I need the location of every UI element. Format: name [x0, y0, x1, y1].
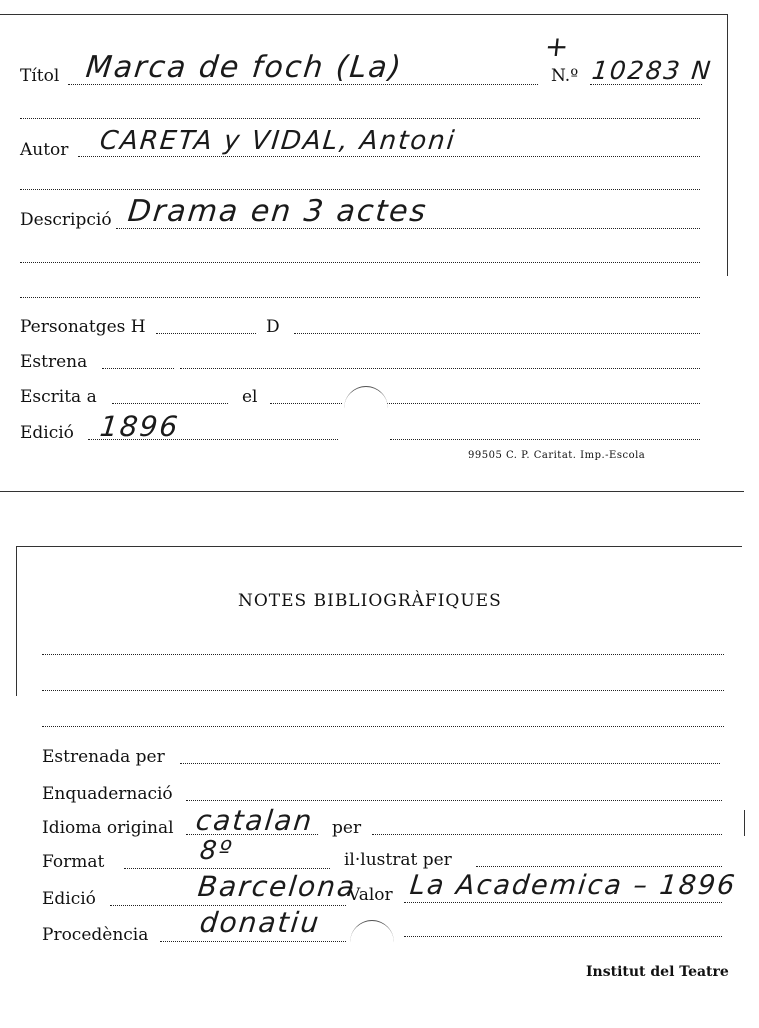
idioma-value: catalan: [194, 804, 316, 837]
enquadernacio-line: [186, 800, 722, 801]
punch-hole: [350, 920, 394, 965]
edicio-value: Barcelona: [196, 870, 359, 903]
card-top-border: [0, 14, 728, 15]
titol-label: Títol: [20, 66, 60, 86]
escrita-label: Escrita a: [20, 387, 97, 407]
num-line: [590, 84, 702, 85]
personatges-d-line: [294, 333, 700, 334]
per-label: per: [332, 818, 362, 838]
notes-heading: NOTES BIBLIOGRÀFIQUES: [238, 591, 502, 611]
blank-line: [42, 690, 724, 691]
autor-value: CARETA y VIDAL, Antoni: [98, 126, 458, 156]
valor-line: [404, 902, 722, 903]
valor-value: La Academica – 1896: [408, 870, 738, 901]
estrenada-line: [180, 763, 720, 764]
format-line: [124, 868, 330, 869]
idioma-per-line: [372, 834, 722, 835]
estrena-line-a: [102, 368, 174, 369]
el-label: el: [242, 387, 258, 407]
edicio-label: Edició: [42, 889, 96, 909]
blank-line: [20, 262, 700, 263]
idioma-line: [186, 834, 318, 835]
printer-imprint: 99505 C. P. Caritat. Imp.-Escola: [468, 450, 646, 461]
personatges-d-label: D: [266, 317, 280, 337]
card-right-border: [727, 14, 728, 276]
institut-stamp: Institut del Teatre: [586, 964, 729, 980]
format-value: 8º: [198, 836, 235, 866]
procedencia-line-b: [404, 936, 722, 937]
punch-hole: [344, 386, 388, 431]
autor-label: Autor: [20, 140, 69, 160]
edicio-value: 1896: [98, 410, 181, 443]
illustrat-line: [476, 866, 722, 867]
procedencia-line: [160, 941, 346, 942]
edicio-line-b: [390, 439, 700, 440]
procedencia-label: Procedència: [42, 925, 149, 945]
edicio-line: [88, 439, 338, 440]
blank-line: [20, 118, 700, 119]
enquadernacio-label: Enquadernació: [42, 784, 173, 804]
estrenada-label: Estrenada per: [42, 747, 165, 767]
idioma-label: Idioma original: [42, 818, 174, 838]
descripcio-value: Drama en 3 actes: [126, 194, 430, 229]
blank-line: [20, 189, 700, 190]
card-bottom-border: [0, 491, 744, 492]
personatges-h-line: [156, 333, 256, 334]
cross-mark: +: [543, 30, 573, 63]
blank-line: [42, 654, 724, 655]
titol-value: Marca de foch (La): [84, 50, 405, 85]
autor-line: [78, 156, 700, 157]
escrita-line-b: [386, 403, 700, 404]
edicio-label: Edició: [20, 423, 74, 443]
estrena-line-b: [180, 368, 700, 369]
illustrat-label: il·lustrat per: [344, 850, 452, 870]
num-label: N.º: [551, 66, 579, 86]
el-line: [270, 403, 342, 404]
card-top-border: [16, 546, 742, 547]
blank-line: [20, 297, 700, 298]
format-label: Format: [42, 852, 105, 872]
num-value: 10283 N: [590, 56, 714, 85]
procedencia-value: donatiu: [198, 906, 323, 939]
edge-mark: [744, 810, 745, 836]
escrita-line: [112, 403, 228, 404]
personatges-label: Personatges H: [20, 317, 146, 337]
descripcio-line: [116, 228, 700, 229]
estrena-label: Estrena: [20, 352, 88, 372]
card-left-border: [16, 546, 17, 696]
titol-line: [68, 84, 538, 85]
descripcio-label: Descripció: [20, 210, 112, 230]
valor-label: Valor: [348, 885, 393, 905]
blank-line: [42, 726, 724, 727]
